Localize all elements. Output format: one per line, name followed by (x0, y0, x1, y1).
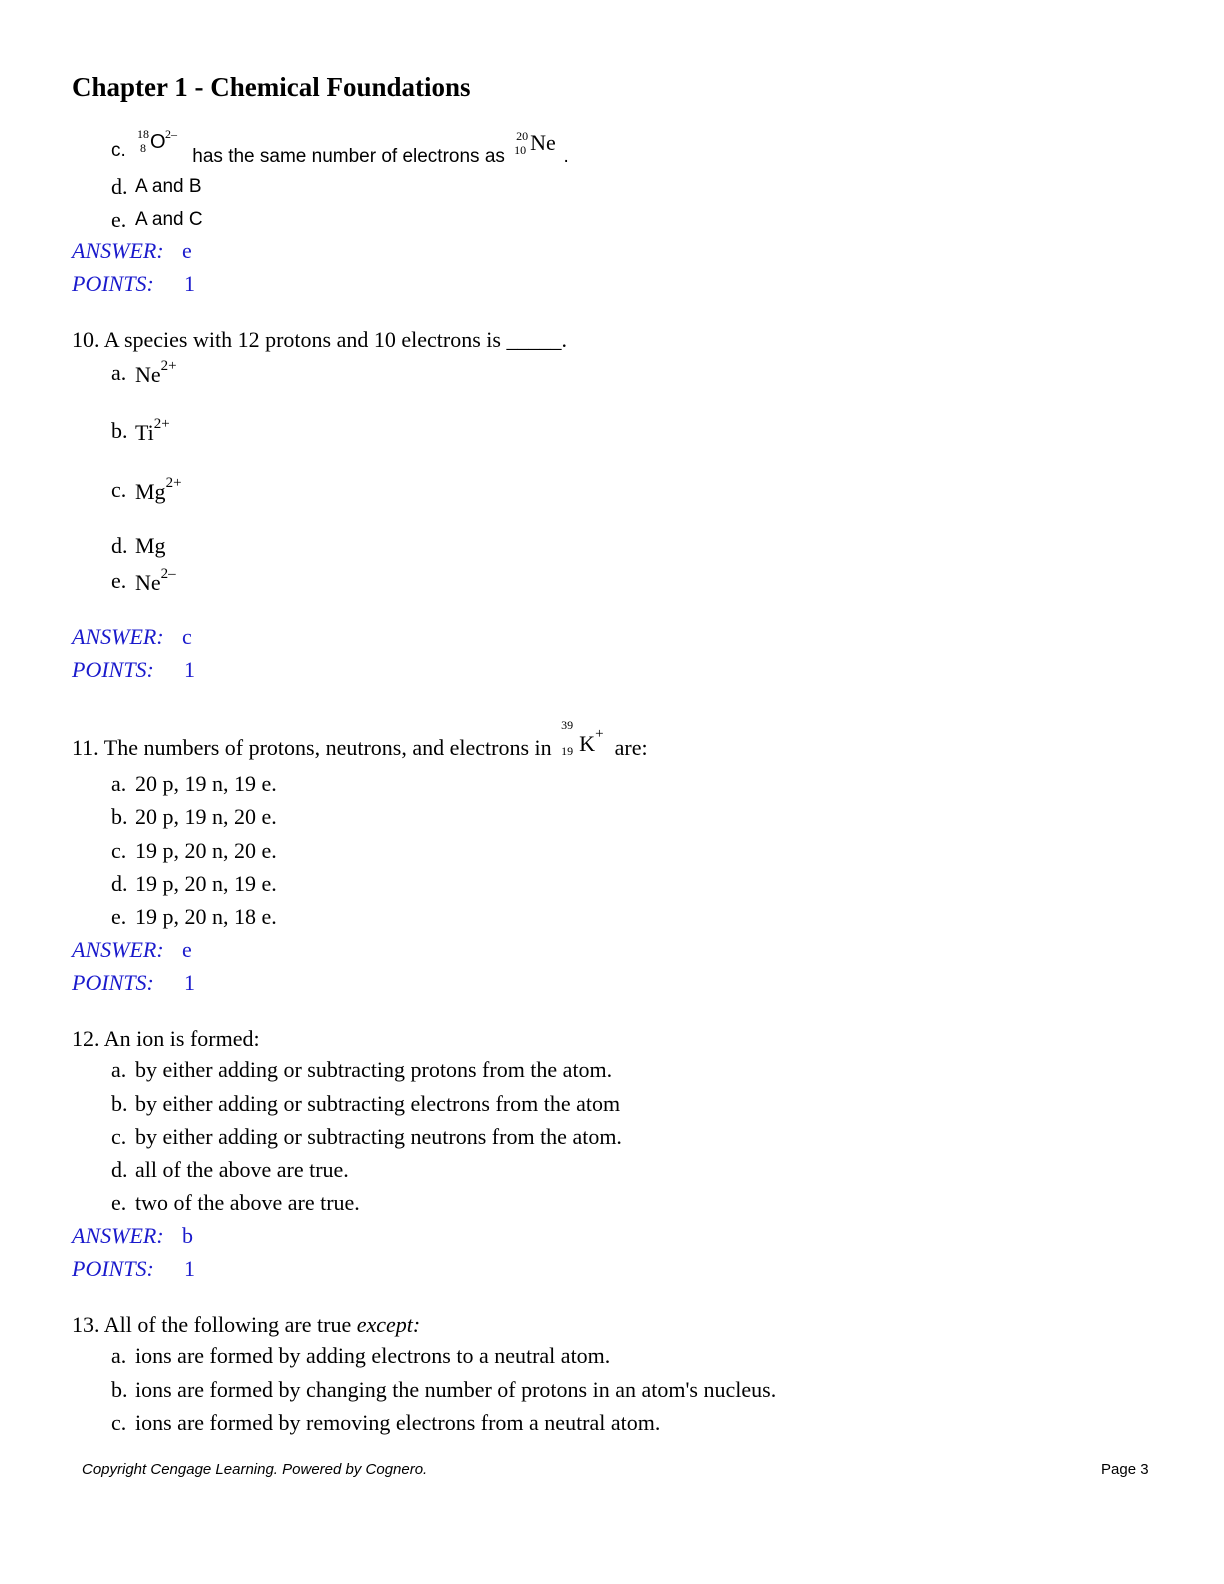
q10-points: POINTS: 1 (72, 657, 195, 682)
chapter-title: Chapter 1 - Chemical Foundations (72, 72, 471, 102)
q12-option-b: b. by either adding or subtracting electrons from the atom (111, 1091, 621, 1116)
q10-option-b: b. $Ti^{2+}$ (111, 416, 170, 445)
q10-stem: 10. A species with 12 protons and 10 electrons is _____. (72, 327, 567, 352)
q11-option-b: b. 20 p, 19 n, 20 e. (111, 804, 277, 829)
q11-stem: 11. The numbers of protons, neutrons, and electrons in 39 19 K + are: (72, 718, 648, 760)
q13-option-c: c. ions are formed by removing electrons from a neutral atom. (111, 1410, 661, 1435)
q11-option-c: c. 19 p, 20 n, 20 e. (111, 838, 277, 863)
q11-answer: ANSWER: e (72, 937, 192, 962)
q13-option-b: b. ions are formed by changing the number of protons in an atom's nucleus. (111, 1377, 777, 1402)
q9-option-d: d. A and B (111, 174, 202, 199)
q9-option-c: c. 18 8 O 2– has the same number of electrons as 20 10 Ne . (111, 127, 569, 167)
q12-option-c: c. by either adding or subtracting neutrons from the atom. (111, 1124, 622, 1149)
q11-option-a: a. 20 p, 19 n, 19 e. (111, 771, 277, 796)
q11-option-e: e. 19 p, 20 n, 18 e. (111, 904, 277, 929)
q11-option-d: d. 19 p, 20 n, 19 e. (111, 871, 277, 896)
oxygen-isotope: 18 8 O 2– (137, 127, 177, 155)
q11-points: POINTS: 1 (72, 970, 195, 995)
q10-option-e: e. $Ne^{2-}$ (111, 566, 176, 595)
q12-stem: 12. An ion is formed: (72, 1026, 260, 1051)
q12-points: POINTS: 1 (72, 1256, 195, 1281)
neon-isotope: 20 10 Ne (514, 129, 556, 157)
q12-option-d: d. all of the above are true. (111, 1157, 349, 1182)
footer-copyright: Copyright Cengage Learning. Powered by Cognero. (82, 1461, 428, 1478)
q12-answer: ANSWER: b (72, 1223, 193, 1248)
q10-option-a: a. $Ne^{2+}$ (111, 358, 177, 387)
q12-option-a: a. by either adding or subtracting protons from the atom. (111, 1057, 613, 1082)
q10-option-c: c. $Mg^{2+}$ (111, 475, 182, 504)
q10-option-d: d. Mg (111, 533, 166, 558)
q9-option-e: e. A and C (111, 207, 203, 232)
q9-points: POINTS: 1 (72, 271, 195, 296)
q13-stem: 13. All of the following are true except: (72, 1312, 421, 1337)
q13-option-a: a. ions are formed by adding electrons to a neutral atom. (111, 1343, 611, 1368)
q9-answer: ANSWER: e (72, 238, 192, 263)
q10-answer: ANSWER: c (72, 624, 192, 649)
footer-page-number: Page 3 (1101, 1461, 1149, 1478)
potassium-isotope: 39 19 K + (561, 718, 604, 758)
q12-option-e: e. two of the above are true. (111, 1190, 360, 1215)
